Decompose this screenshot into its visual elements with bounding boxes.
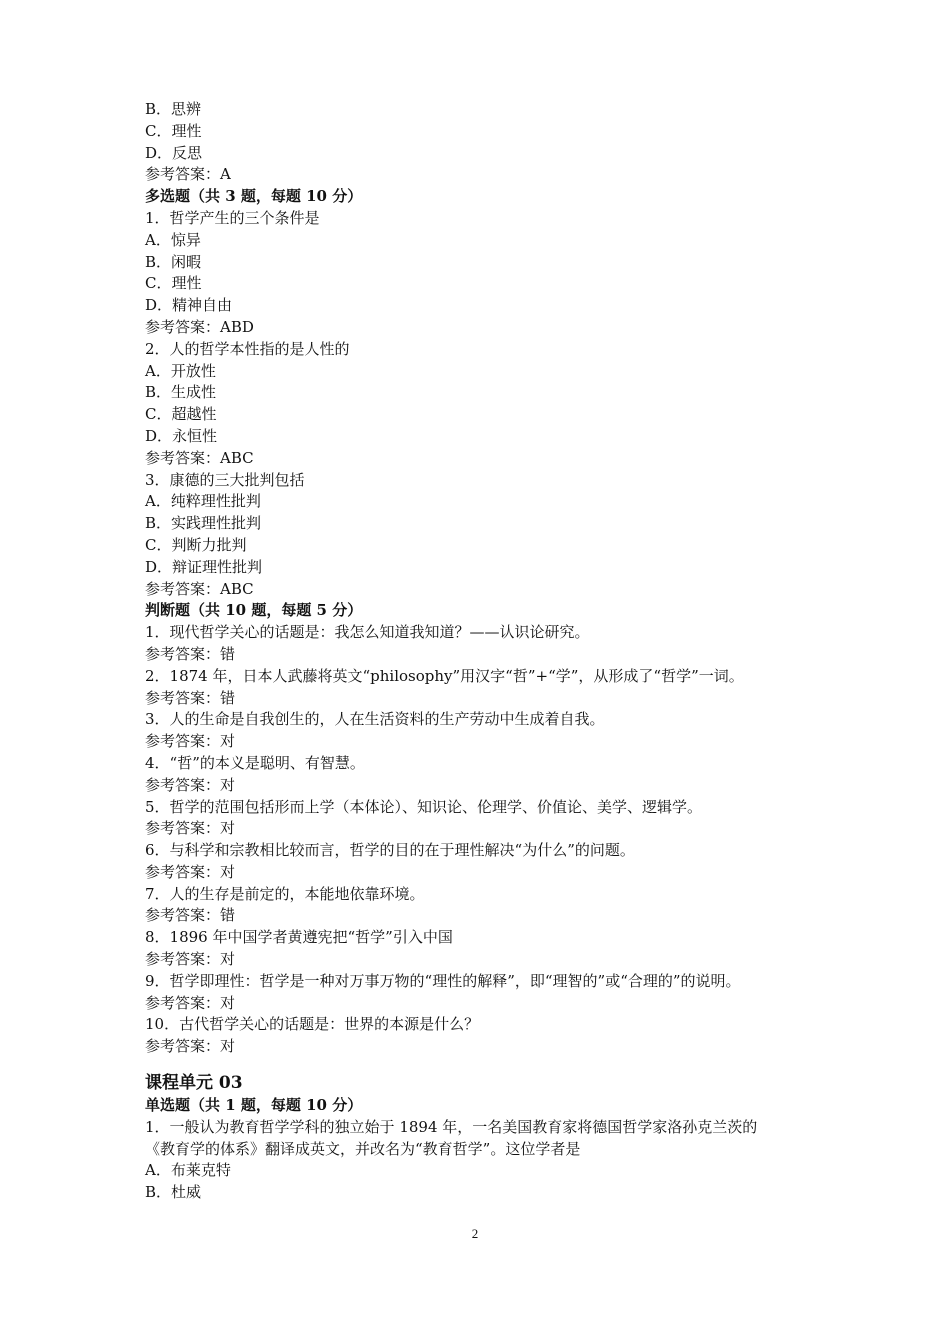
answer-line: 参考答案：对 <box>145 1037 236 1056</box>
answer-line: 参考答案：对 <box>145 819 236 838</box>
section-heading-multiple-choice: 多选题（共 3 题，每题 10 分） <box>145 187 363 206</box>
option-b: B．闲暇 <box>145 252 202 271</box>
answer-line: 参考答案：ABC <box>145 448 254 467</box>
option-d: D．辩证理性批判 <box>145 557 263 576</box>
option-a: A．惊异 <box>145 230 201 249</box>
option-c: C．理性 <box>145 121 202 140</box>
multiple-choice-block <box>145 208 825 600</box>
question-line: 9．哲学即理性：哲学是一种对万事万物的“理性的解释”，即“理智的”或“合理的”的说明。 <box>145 971 741 990</box>
option-c: C．超越性 <box>145 405 217 424</box>
answer-line: 参考答案：错 <box>145 688 236 707</box>
section-heading-single-choice: 单选题（共 1 题，每题 10 分） <box>145 1096 363 1115</box>
question-line: 3．人的生命是自我创生的，人在生活资料的生产劳动中生成着自我。 <box>145 710 605 729</box>
answer-line: 参考答案：对 <box>145 950 236 969</box>
question-line: 4．“哲”的本义是聪明、有智慧。 <box>145 753 365 772</box>
option-c: C．理性 <box>145 274 202 293</box>
option-c: C．判断力批判 <box>145 535 247 554</box>
single-choice-block <box>145 1117 825 1204</box>
answer-line: 参考答案：对 <box>145 862 236 881</box>
question-line: 1．一般认为教育哲学学科的独立始于 1894 年，一名美国教育家将德国哲学家洛孙克兰茨的 <box>145 1117 758 1136</box>
option-b: B．思辨 <box>145 100 202 118</box>
answer-line: 参考答案：对 <box>145 775 236 794</box>
section-heading-true-false: 判断题（共 10 题，每题 5 分） <box>145 601 363 620</box>
question-line: 1．现代哲学关心的话题是：我怎么知道我知道？——认识论研究。 <box>145 623 590 642</box>
question-line: 2．1874 年，日本人武藤将英文“philosophy”用汉字“哲”+“学”，从形成了“哲学”一词。 <box>145 666 744 685</box>
option-a: A．开放性 <box>145 361 216 380</box>
answer-line: 参考答案：错 <box>145 644 236 663</box>
page-content <box>145 99 825 1204</box>
option-a: A．纯粹理性批判 <box>145 492 261 511</box>
option-d: D．反思 <box>145 143 203 162</box>
question-line: 3．康德的三大批判包括 <box>145 470 305 489</box>
true-false-block <box>145 622 825 1058</box>
question-line: 2．人的哲学本性指的是人性的 <box>145 339 350 358</box>
page-number: 2 <box>471 1226 479 1241</box>
option-d: D．永恒性 <box>145 426 218 445</box>
answer-line: 参考答案：ABC <box>145 579 254 598</box>
option-b: B．杜威 <box>145 1183 202 1202</box>
option-a: A．布莱克特 <box>145 1161 231 1180</box>
option-b: B．实践理性批判 <box>145 514 262 533</box>
option-b: B．生成性 <box>145 383 217 402</box>
option-d: D．精神自由 <box>145 296 233 315</box>
question-line: 5．哲学的范围包括形而上学（本体论）、知识论、伦理学、价值论、美学、逻辑学。 <box>145 797 703 816</box>
question-line-continued: 《教育学的体系》翻译成英文，并改名为“教育哲学”。这位学者是 <box>145 1139 581 1158</box>
answer-line: 参考答案：ABD <box>145 317 254 336</box>
question-line: 7．人的生存是前定的，本能地依靠环境。 <box>145 884 425 903</box>
answer-line: 参考答案：对 <box>145 732 236 751</box>
question-line: 8．1896 年中国学者黄遵宪把“哲学”引入中国 <box>145 928 453 947</box>
question-line: 1．哲学产生的三个条件是 <box>145 208 320 227</box>
question-line: 6．与科学和宗教相比较而言，哲学的目的在于理性解决“为什么”的问题。 <box>145 841 635 860</box>
unit-title: 课程单元 03 <box>145 1073 243 1094</box>
answer-line: 参考答案：A <box>145 165 231 184</box>
question-line: 10．古代哲学关心的话题是：世界的本源是什么？ <box>145 1015 480 1034</box>
question-block-continued <box>145 99 825 186</box>
answer-line: 参考答案：对 <box>145 993 236 1012</box>
answer-line: 参考答案：错 <box>145 906 236 925</box>
